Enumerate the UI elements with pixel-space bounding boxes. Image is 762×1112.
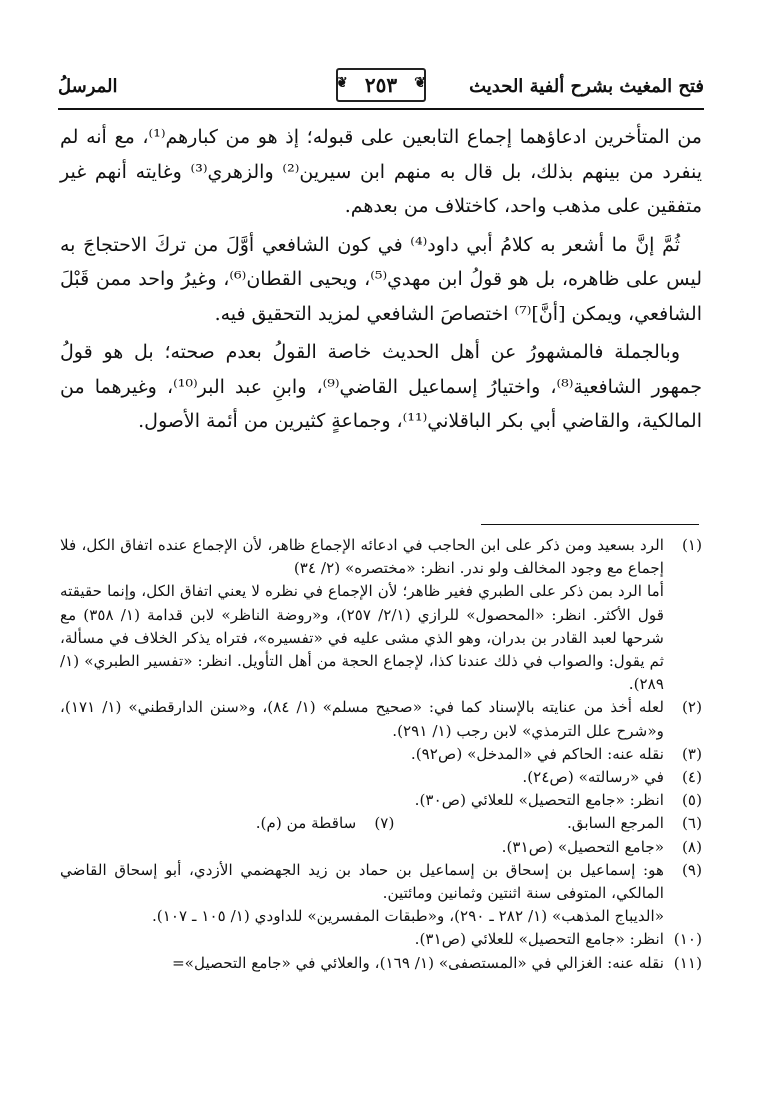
footnote-8 [60, 836, 702, 859]
running-header [58, 68, 704, 106]
paragraph: ثُمَّ إنَّ ما أشعر به كلامُ أبي داود⁽⁴⁾ في كون الشافعي أوَّلَ من تركَ الاحتجاجَ به ليس على ظاهره، بل هو قولُ ابن مهدي⁽⁵⁾، ويحيى القطان⁽⁶⁾، وغيرُ واحد ممن قَبْلَ الشافعي، ويمكن [أنَّ]⁽⁷⁾ اختصاصَ الشافعي لمزيد التحقيق فيه. [60, 233, 702, 325]
footnote-4 [60, 766, 702, 789]
footnote-text: أما الرد بمن ذكر على الطبري فغير ظاهر؛ لأن الإجماع في نظره لا يعني اتفاق الكل، وإنما حقيقته قول الأكثر. انظر: «المحصول» للرازي (٢/١/ ٢٥٧)، و«روضة الناظر» لابن قدامة (١/ ٣٥٨) مع شرحها لعبد القادر بن بدران، وهو الذي مشى عليه في «تفسيره»، فتراه يذكر الخلاف في مسألة، ثم يقول: والصواب في ذلك عندنا كذا، لإجماع الحجة من أهل التأويل. انظر: «تفسير الطبري» (١/ ٢٨٩). [60, 582, 664, 694]
footnote-text: «الديباج المذهب» (١/ ٢٨٢ ـ ٢٩٠)، و«طبقات المفسرين» للداودي (١/ ١٠٥ ـ ١٠٧). [151, 907, 664, 926]
footnote-text: «جامع التحصيل» (ص٣١). [501, 837, 664, 856]
footnote-number: (١٠) [673, 930, 702, 949]
footnote-6 [394, 812, 702, 835]
footnote-1-continued [60, 580, 702, 696]
footnote-number: (١) [681, 536, 702, 554]
footnote-9 [60, 859, 702, 905]
footnote-3 [60, 743, 702, 766]
footnote-10 [60, 928, 702, 951]
page-number: ❦ ٢٥٣ ❦ [336, 68, 426, 102]
footnote-text: نقله عنه: الحاكم في «المدخل» (ص٩٢). [410, 744, 664, 763]
footnote-text: نقله عنه: الغزالي في «المستصفى» (١/ ١٦٩)، والعلائي في «جامع التحصيل»= [171, 953, 664, 972]
footnote-number: (٦) [681, 814, 702, 833]
footnote-text: المرجع السابق. [566, 814, 664, 833]
footnote-text: في «رسالته» (ص٢٤). [522, 768, 664, 787]
footnote-5 [60, 789, 702, 812]
footnote-text: هو: إسماعيل بن إسحاق بن إسماعيل بن حماد بن زيد الجهضمي الأزدي، أبو إسحاق القاضي المالكي، المتوفى سنة اثنتين وثمانين ومائتين. [60, 860, 664, 903]
footnote-text: انظر: «جامع التحصيل» للعلائي (ص٣٠). [414, 791, 664, 810]
book-title: فتح المغيث بشرح ألفية الحديث [469, 76, 704, 97]
main-text [60, 120, 702, 443]
chapter-title: المرسلُ [58, 76, 118, 97]
footnote-number: (٥) [681, 791, 702, 810]
footnote-9-continued [60, 905, 702, 928]
footnote-pair [60, 812, 702, 835]
footnote-text: الرد بسعيد ومن ذكر على ابن الحاجب في ادعائه الإجماع ظاهر، لأن الإجماع عنده اتفاق الكل، فلا إجماع مع وجود المخالف ولو ندر. انظر: «مختصره» (٢/ ٣٤) [60, 536, 664, 578]
footnote-1 [60, 534, 702, 580]
footnote-text: انظر: «جامع التحصيل» للعلائي (ص٣١). [414, 930, 664, 949]
footnote-separator [481, 524, 699, 525]
footnote-number: (٨) [681, 837, 702, 856]
footnote-number: (٣) [681, 744, 702, 763]
footnote-2 [60, 696, 702, 742]
footnote-7 [87, 812, 395, 835]
footnote-number: (٤) [681, 768, 702, 787]
footnote-text: لعله أخذ من عنايته بالإسناد كما في: «صحيح مسلم» (١/ ٨٤)، و«سنن الدارقطني» (١/ ١٧١)، و«شرح علل الترمذي» لابن رجب (١/ ٢٩١). [60, 698, 664, 740]
paragraph: وبالجملة فالمشهورُ عن أهل الحديث خاصة القولُ بعدم صحته؛ بل هو قولُ جمهور الشافعية⁽⁸⁾، واختيارُ إسماعيل القاضي⁽⁹⁾، وابنِ عبد البر⁽¹⁰⁾، وغيرهما من المالكية، والقاضي أبي بكر الباقلاني⁽¹¹⁾، وجماعةٍ كثيرين من أئمة الأصول. [60, 341, 702, 432]
header-rule [58, 108, 704, 110]
footnote-number: (١١) [673, 953, 702, 972]
footnote-11 [60, 952, 702, 975]
footnotes [60, 534, 702, 975]
footnote-number: (٩) [681, 860, 702, 879]
paragraph: من المتأخرين ادعاؤهما إجماع التابعين على قبوله؛ إذ هو من كبارهم⁽¹⁾، مع أنه لم ينفرد من بينهم بذلك، بل قال به منهم ابن سيرين⁽²⁾ والزهري⁽³⁾ وغايته أنهم غير متفقين على مذهب واحد، كاختلاف من بعدهم. [60, 126, 702, 217]
footnote-number: (٧) [374, 814, 395, 833]
footnote-number: (٢) [681, 698, 702, 717]
footnote-text: ساقطة من (م). [255, 814, 357, 833]
